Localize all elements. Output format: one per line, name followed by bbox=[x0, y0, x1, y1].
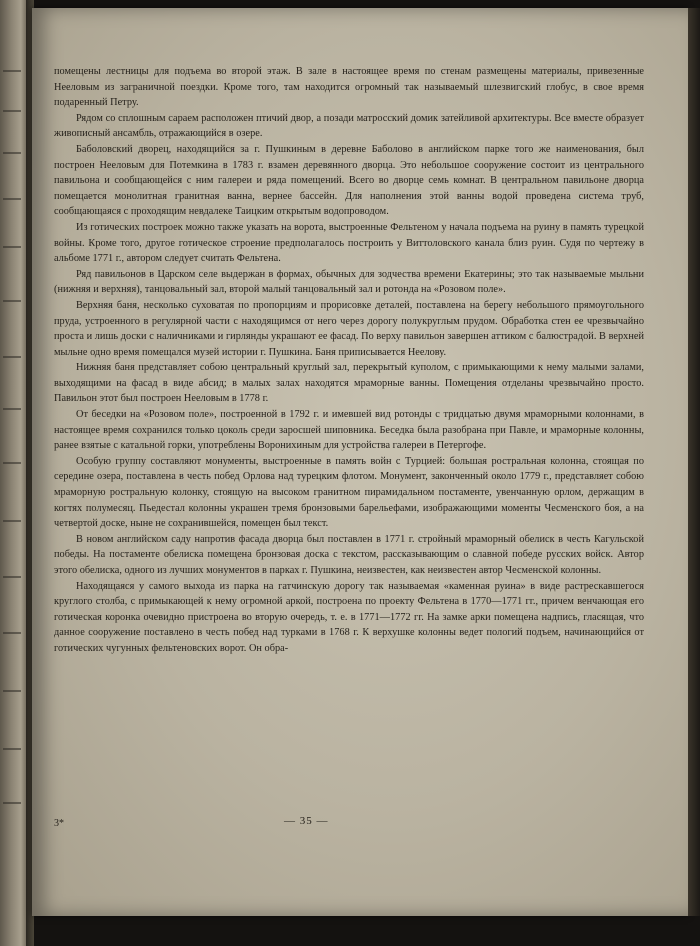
paragraph: От беседки на «Розовом поле», построенной в 1792 г. и имевшей вид ротонды с тридцатью двумя мраморными колоннами, в настоящее время сохранился только цоколь среди заросшей шиповника. Беседка была разобрана при Павле, и мраморные колонны, ранее взятые с катальной горки, употреблены Воронихиным для устройства галереи в Петергофе. bbox=[54, 409, 644, 452]
paragraph: помещены лестницы для подъема во второй этаж. В зале в настоящее время по стенам размещены материалы, привезенные Нееловым из заграничной поездки. Кроме того, там находится огромный так называемый шлезвигский глобус, в свое время подаренный Петру. bbox=[54, 66, 644, 109]
paragraph: Находящаяся у самого выхода из парка на гатчинскую дорогу так называемая «каменная руина» в виде растрескавшегося круглого столба, с примыкающей к нему огромной аркой, построена по проекту Фельтена в 1770—1771 гг., причем венчающая его готическая коронка очевидно пристроена во вторую очередь, т. е. в 1771—1772 гг. На замке арки помещена надпись, гласящая, что данное сооружение поставлено в честь побед над турками в 1768 г. К верхушке колонны ведет пологий подъем, начинающийся от готических чугунных фельтеновских ворот. Он обра- bbox=[54, 580, 644, 654]
paragraph: Верхняя баня, несколько суховатая по пропорциям и прорисовке деталей, поставлена на берегу небольшого прямоугольного пруда, устроенного в регулярной части с находящимся от него через дорогу полукруглым прудом. Обработка стен ее чрезвычайно проста и лишь доски с наличниками и гирлянды украшают ее фасад. По верху павильон завершен аттиком с балюстрадой. В верхней мыльне одно время помещался музей истории г. Пушкина. Баня приписывается Неелову. bbox=[54, 299, 644, 358]
right-page-edge bbox=[688, 8, 700, 916]
paragraph: Особую группу составляют монументы, выстроенные в память войн с Турцией: большая ростральная колонна, стоящая по середине озера, поставлена в честь побед Орлова над турецким флотом. Монумент, законченный около 1779 г., представляет собою мраморную ростральную колонку, стоящую на высоком гранитном пирамидальном постаменте, увенчанную орлом, держащим в когтях полумесяц. Пьедестал колонны украшен тремя бронзовыми барельефами, изображающими моменты Чесменского боя, а на четвертой доске, ныне не сохранившейся, помещен был текст. bbox=[54, 455, 644, 530]
body-text bbox=[54, 64, 644, 657]
paragraph: Ряд павильонов в Царском селе выдержан в формах, обычных для зодчества времени Екатерины; это так называемые мыльни (нижняя и верхняя), танцовальный зал, второй малый танцовальный зал и ротонда на «Розовом поле». bbox=[54, 268, 644, 296]
paragraph: В новом английском саду напротив фасада дворца был поставлен в 1771 г. стройный мраморный обелиск в честь Кагульской победы. На постаменте обелиска помещена бронзовая доска с текстом, рассказывающим о славной победе русских войск. Автор этого обелиска, одного из лучших монументов в парках г. Пушкина, неизвестен, как неизвестен автор Чесменской колонны. bbox=[54, 533, 644, 576]
left-page-edge bbox=[0, 0, 26, 946]
page-number: — 35 — bbox=[284, 815, 329, 827]
paragraph: Баболовский дворец, находящийся за г. Пушкиным в деревне Баболово в английском парке того же наименования, был построен Нееловым для Потемкина в 1783 г. взамен деревянного дворца. Это небольшое сооружение состоит из центрального павильона и сообщающейся с ним галереи и ряда помещений. Всего во дворце семь комнат. В центральном павильоне дворца помещается монолитная гранитная ванна, вернее бассейн. Для наполнения этой ванны водой проведена система труб, сообщающаяся с проходящим невдалеке Таицким открытым водопроводом. bbox=[54, 143, 644, 218]
paragraph: Из готических построек можно также указать на ворота, выстроенные Фельтеном у начала подъема на руину в память турецкой войны. Кроме того, другое готическое строение предполагалось построить у Виттоловского канала близ руин. Судя по чертежу в альбоме 1771 г., автором следует считать Фельтена. bbox=[54, 221, 644, 265]
paragraph: Рядом со сплошным сараем расположен птичий двор, а позади матросский домик затейливой архитектуры. Все вместе образует живописный ансамбль, отражающийся в озере. bbox=[54, 112, 644, 140]
paragraph: Нижняя баня представляет собою центральный круглый зал, перекрытый куполом, с примыкающими к нему малыми залами, выходящими на фасад в виде абсид; в малых залах находятся мраморные ванны. Помещения отделаны чрезвычайно просто. Павильон этот был построен Нееловым в 1778 г. bbox=[54, 362, 644, 405]
signature-mark: 3* bbox=[54, 818, 64, 829]
